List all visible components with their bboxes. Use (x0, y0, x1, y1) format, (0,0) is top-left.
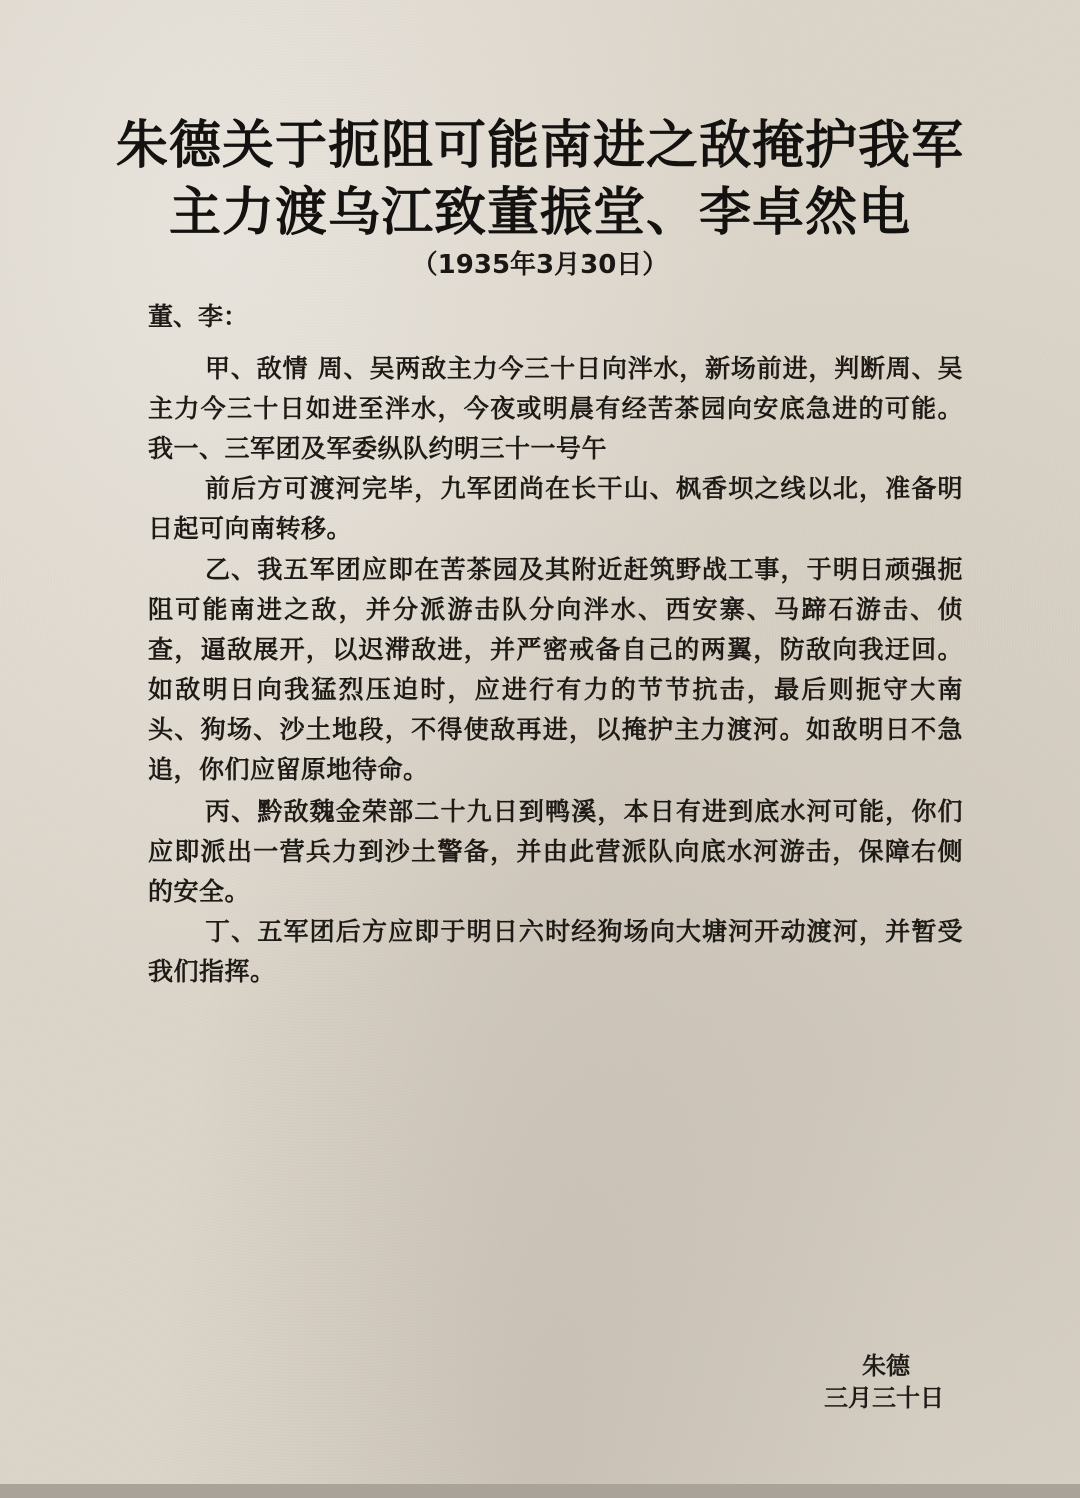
document-date: （1935年3月30日） (411, 250, 669, 280)
paragraph-bing: 丙、黔敌魏金荣部二十九日到鸭溪，本日有进到底水河可能，你们应即派出一营兵力到沙土警备，并由此营派队向底水河游击，保障右侧的安全。 (148, 797, 963, 906)
paragraph-ding: 丁、五军团后方应即于明日六时经狗场向大塘河开动渡河，并暂受我们指挥。 (148, 917, 963, 986)
paragraph-jia: 甲、敌情 周、吴两敌主力今三十日向泮水，新场前进，判断周、吴主力今三十日如进至泮水，今夜或明晨有经苦茶园向安底急进的可能。我一、三军团及军委纵队约明三十一号午 (148, 354, 963, 463)
signature-date: 三月三十日 (824, 1384, 944, 1412)
paragraph-jia-continued: 前后方可渡河完毕，九军团尚在长干山、枫香坝之线以北，准备明日起可向南转移。 (148, 474, 963, 543)
page-bottom-edge (0, 1484, 1080, 1498)
document-title-line-1: 朱德关于扼阻可能南进之敌掩护我军 (115, 116, 964, 176)
document-title-line-2: 主力渡乌江致董振堂、李卓然电 (168, 183, 911, 243)
salutation: 董、李： (148, 302, 249, 331)
paragraph-yi: 乙、我五军团应即在苦茶园及其附近赶筑野战工事，于明日顽强扼阻可能南进之敌，并分派游击队分向泮水、西安寨、马蹄石游击、侦查，逼敌展开，以迟滞敌进，并严密戒备自己的两翼，防敌向我迂回。如敌明日向我猛烈压迫时，应进行有力的节节抗击，最后则扼守大南头、狗场、沙土地段，不得使敌再进，以掩护主力渡河。如敌明日不急追，你们应留原地待命。 (148, 555, 963, 784)
signature-name: 朱德 (862, 1352, 910, 1380)
